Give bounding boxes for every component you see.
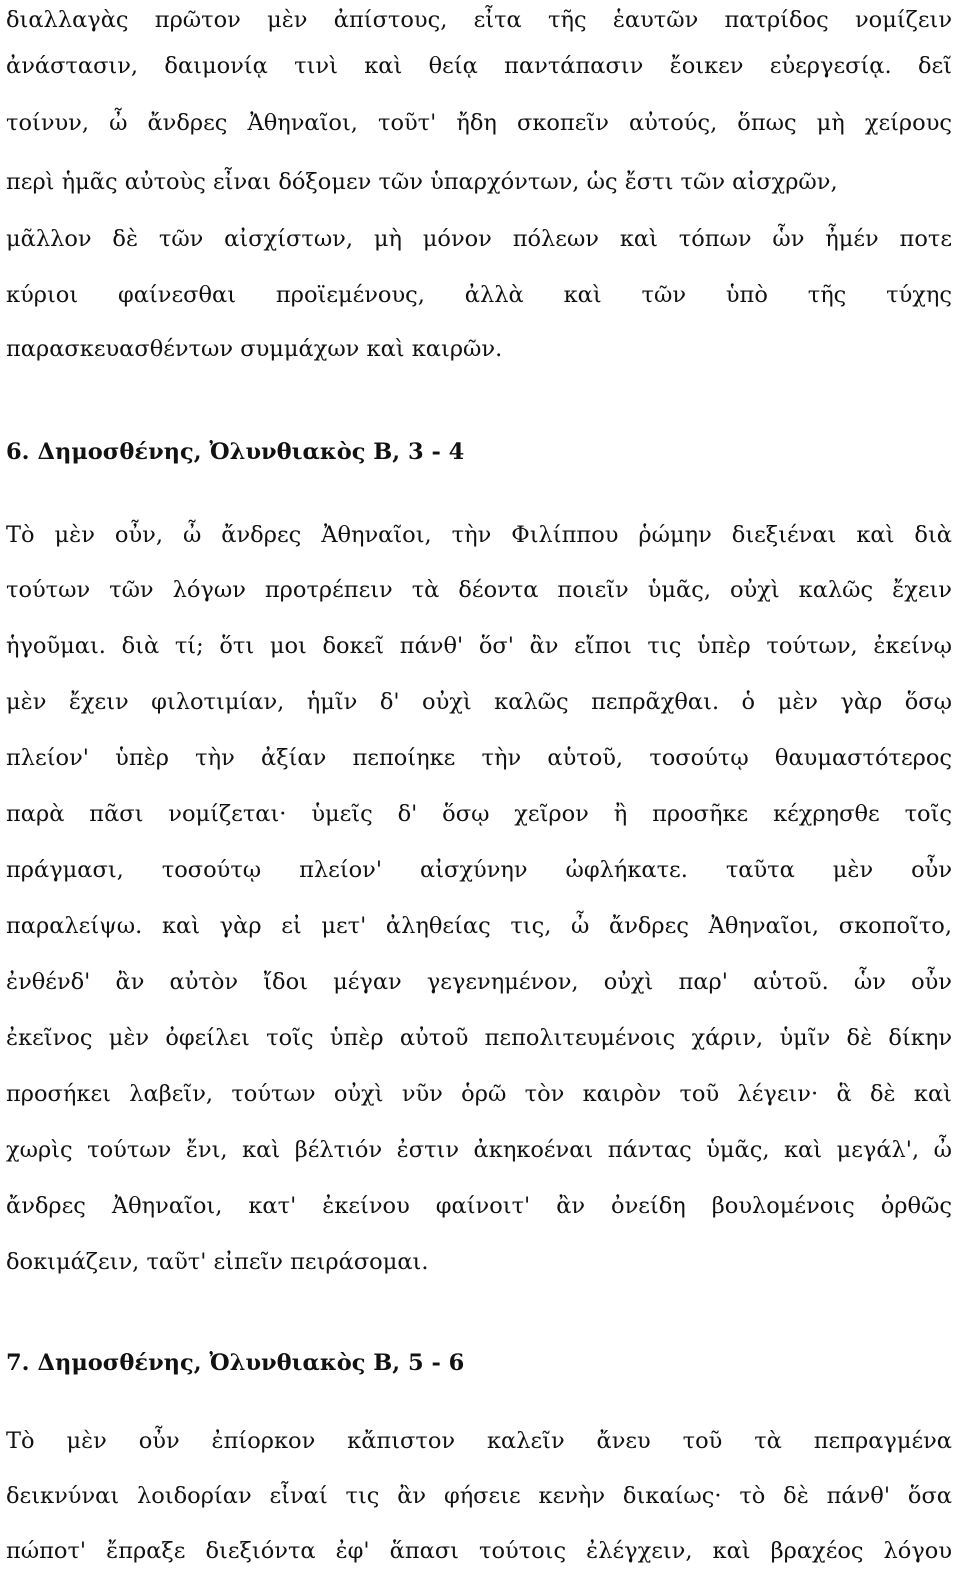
text-line: πλείον' ὑπὲρ τὴν ἀξίαν πεποίηκε τὴν αὑτοῦ, τοσούτῳ θαυμαστότερος (6, 745, 952, 771)
text-line: ἐκεῖνος μὲν ὀφείλει τοῖς ὑπὲρ αὐτοῦ πεπολιτευμένοις χάριν, ὑμῖν δὲ δίκην (6, 1025, 952, 1051)
text-line: δεικνύναι λοιδορίαν εἶναί τις ἂν φήσειε κενὴν δικαίως· τὸ δὲ πάνθ' ὅσα (6, 1483, 952, 1509)
text-line: τούτων τῶν λόγων προτρέπειν τὰ δέοντα ποιεῖν ὑμᾶς, οὐχὶ καλῶς ἔχειν (6, 577, 952, 603)
intro-line: ἀνάστασιν, δαιμονίᾳ τινὶ καὶ θείᾳ παντάπασιν ἔοικεν εὐεργεσίᾳ. δεῖ (6, 53, 952, 79)
text-line: πράγμασι, τοσούτῳ πλείον' αἰσχύνην ὠφλήκατε. ταῦτα μὲν οὖν (6, 857, 952, 883)
text-line: ἐνθένδ' ἂν αὐτὸν ἴδοι μέγαν γεγενημένον, οὐχὶ παρ' αὑτοῦ. ὧν οὖν (6, 969, 952, 995)
text-line: δοκιμάζειν, ταῦτ' εἰπεῖν πειράσομαι. (6, 1249, 429, 1275)
section-number: 7. (6, 1350, 30, 1376)
text-line: ἄνδρες Ἀθηναῖοι, κατ' ἐκείνου φαίνοιτ' ἂν ὀνείδη βουλομένοις ὀρθῶς (6, 1193, 952, 1219)
text-line: Τὸ μὲν οὖν ἐπίορκον κἄπιστον καλεῖν ἄνευ τοῦ τὰ πεπραγμένα (6, 1428, 952, 1454)
text-line: παραλείψω. καὶ γὰρ εἰ μετ' ἀληθείας τις, ὦ ἄνδρες Ἀθηναῖοι, σκοποῖτο, (6, 913, 952, 939)
intro-line: παρασκευασθέντων συμμάχων καὶ καιρῶν. (6, 336, 503, 362)
intro-line: μᾶλλον δὲ τῶν αἰσχίστων, μὴ μόνον πόλεων καὶ τόπων ὧν ἦμέν ποτε (6, 226, 952, 252)
section-heading (6, 432, 952, 472)
section-number: 6. (6, 439, 30, 465)
intro-line: περὶ ἡμᾶς αὐτοὺς εἶναι δόξομεν τῶν ὑπαρχόντων, ὡς ἔστι τῶν αἰσχρῶν, (6, 169, 838, 195)
text-line: Τὸ μὲν οὖν, ὦ ἄνδρες Ἀθηναῖοι, τὴν Φιλίππου ῥώμην διεξιέναι καὶ διὰ (6, 522, 952, 548)
section-title: Δημοσθένης, Ὀλυνθιακὸς Β, 3 - 4 (37, 439, 465, 465)
text-line: πώποτ' ἔπραξε διεξιόντα ἐφ' ἅπασι τούτοις ἐλέγχειν, καὶ βραχέος λόγου (6, 1538, 952, 1564)
text-line: χωρὶς τούτων ἔνι, καὶ βέλτιόν ἐστιν ἀκηκοέναι πάντας ὑμᾶς, καὶ μεγάλ', ὦ (6, 1137, 952, 1163)
section-title: Δημοσθένης, Ὀλυνθιακὸς Β, 5 - 6 (37, 1350, 465, 1376)
intro-line: κύριοι φαίνεσθαι προϊεμένους, ἀλλὰ καὶ τῶν ὑπὸ τῆς τύχης (6, 282, 952, 308)
section-heading (6, 1343, 952, 1383)
intro-line: τοίνυν, ὦ ἄνδρες Ἀθηναῖοι, τοῦτ' ἤδη σκοπεῖν αὐτούς, ὅπως μὴ χείρους (6, 110, 952, 136)
text-line: προσήκει λαβεῖν, τούτων οὐχὶ νῦν ὁρῶ τὸν καιρὸν τοῦ λέγειν· ἃ δὲ καὶ (6, 1081, 952, 1107)
text-line: παρὰ πᾶσι νομίζεται· ὑμεῖς δ' ὅσῳ χεῖρον ἢ προσῆκε κέχρησθε τοῖς (6, 801, 952, 827)
text-line: ἡγοῦμαι. διὰ τί; ὅτι μοι δοκεῖ πάνθ' ὅσ' ἂν εἴποι τις ὑπὲρ τούτων, ἐκείνῳ (6, 633, 952, 659)
text-line: μὲν ἔχειν φιλοτιμίαν, ἡμῖν δ' οὐχὶ καλῶς πεπρᾶχθαι. ὁ μὲν γὰρ ὅσῳ (6, 689, 952, 715)
intro-line: διαλλαγὰς πρῶτον μὲν ἀπίστους, εἶτα τῆς ἑαυτῶν πατρίδος νομίζειν (6, 7, 952, 33)
